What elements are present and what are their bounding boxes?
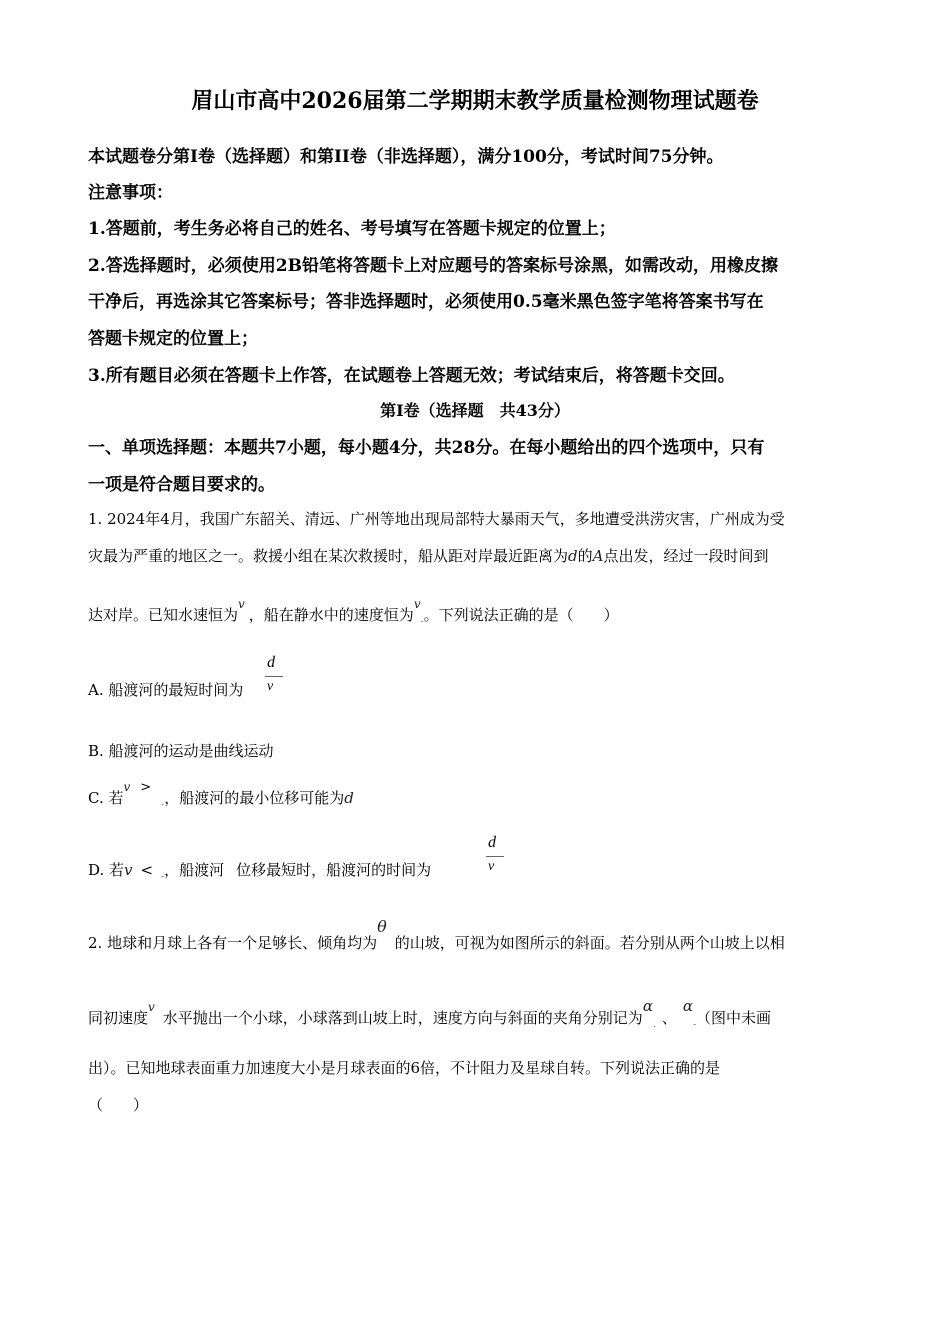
subscript-mark: - — [161, 872, 165, 882]
symbol-v-water: v — [238, 597, 245, 611]
symbol-d: d — [568, 547, 578, 565]
q1-text: 达对岸。已知水速恒为 — [88, 606, 239, 624]
separator: 、 — [661, 1009, 677, 1027]
page-title: 眉山市高中2026届第二学期期末教学质量检测物理试题卷 — [191, 88, 759, 114]
option-text: A. 船渡河的最短时间为 — [88, 681, 244, 699]
fraction-d-over-v-2 — [486, 834, 506, 882]
symbol-d: d — [344, 789, 354, 807]
fraction-numerator: d — [488, 834, 496, 851]
symbol-theta: θ — [377, 917, 387, 936]
part1-heading: 第I卷（选择题 共43分） — [380, 401, 570, 420]
q1-text: 点出发，经过一段时间到 — [603, 547, 769, 565]
q2-stem-line2 — [88, 997, 772, 1030]
q2-stem-line3: 出）。已知地球表面重力加速度大小是月球表面的6倍，不计阻力及星球自转。下列说法正确的是 — [88, 1059, 721, 1077]
symbol-v: v — [123, 780, 131, 794]
fraction-d-over-v — [265, 654, 285, 702]
subscript-mark: - — [692, 1020, 697, 1030]
symbol-A: A — [592, 547, 604, 565]
symbol-v-boat: v — [413, 597, 421, 611]
notice-heading: 注意事项： — [88, 183, 173, 203]
fraction-bar — [265, 676, 283, 677]
q2-answer-bracket: （ ） — [88, 1096, 149, 1114]
q1-text: 的 — [577, 547, 593, 565]
notice-item-2-cont: 干净后，再选涂其它答案标号；答非选择题时，必须使用0.5毫米黑色签字笔将答案书写在 — [88, 292, 764, 312]
q1-option-b: B. 船渡河的运动是曲线运动 — [88, 742, 274, 760]
q1-option-a — [88, 679, 243, 700]
q1-stem-line1: 1. 2024年4月，我国广东韶关、清远、广州等地出现局部特大暴雨天气，多地遭受洪涝灾害，广州成为受 — [88, 510, 785, 528]
symbol-alpha-1: α — [642, 997, 653, 1015]
fraction-bar — [486, 856, 504, 857]
subscript-mark: - — [420, 617, 424, 627]
fraction-denominator: v — [267, 679, 274, 694]
q2-text: 水平抛出一个小球，小球落到山坡上时，速度方向与斜面的夹角分别记为 — [162, 1009, 643, 1027]
q1-text: ，船在静水中的速度恒为 — [248, 606, 414, 624]
greater-than: > — [140, 780, 152, 795]
symbol-v: v — [124, 861, 133, 879]
intro-text: 本试题卷分第I卷（选择题）和第II卷（非选择题），满分100分，考试时间75分钟。 — [88, 147, 724, 167]
option-text: ，船渡河的最小位移可能为 — [164, 789, 345, 807]
subscript-mark: - — [161, 800, 165, 810]
q1-stem-line3 — [88, 597, 619, 627]
q1-option-d — [88, 859, 431, 880]
fraction-numerator: d — [267, 654, 275, 671]
q1-text: 。下列说法正确的是（ ） — [423, 606, 619, 624]
q1-stem-line2 — [88, 545, 769, 566]
q2-text: 2. 地球和月球上各有一个足够长、倾角均为 — [88, 934, 378, 952]
notice-item-2: 2.答选择题时，必须使用2B铅笔将答题卡上对应题号的答案标号涂黑，如需改动，用橡皮擦 — [88, 256, 778, 276]
symbol-v0: v — [148, 1000, 155, 1014]
notice-item-1: 1.答题前，考生务必将自己的姓名、考号填写在答题卡规定的位置上； — [88, 219, 616, 239]
q2-text: （图中未画 — [696, 1009, 772, 1027]
q2-stem-line1 — [88, 917, 785, 953]
notice-item-2-end: 答题卡规定的位置上； — [88, 329, 258, 349]
q2-text: 的山坡，可视为如图所示的斜面。若分别从两个山坡上以相 — [394, 934, 785, 952]
option-text: D. 若 — [88, 861, 125, 879]
section1-instruction: 一、单项选择题：本题共7小题，每小题4分，共28分。在每小题给出的四个选项中，只有 — [88, 438, 765, 458]
notice-item-3: 3.所有题目必须在答题卡上作答，在试题卷上答题无效；考试结束后，将答题卡交回。 — [88, 366, 735, 386]
subscript-mark: . — [652, 1020, 656, 1030]
q1-text: 灾最为严重的地区之一。救援小组在某次救援时，船从距对岸最近距离为 — [88, 547, 569, 565]
q2-text: 同初速度 — [88, 1009, 149, 1027]
symbol-alpha-2: α — [682, 997, 693, 1015]
option-text: ，船渡河 — [164, 861, 225, 879]
section1-instruction-cont: 一项是符合题目要求的。 — [88, 475, 275, 495]
option-text: C. 若 — [88, 789, 124, 807]
option-text: 位移最短时，船渡河的时间为 — [236, 861, 432, 879]
less-than: < — [140, 861, 154, 879]
q1-option-c — [88, 780, 354, 810]
fraction-denominator: v — [488, 859, 495, 874]
